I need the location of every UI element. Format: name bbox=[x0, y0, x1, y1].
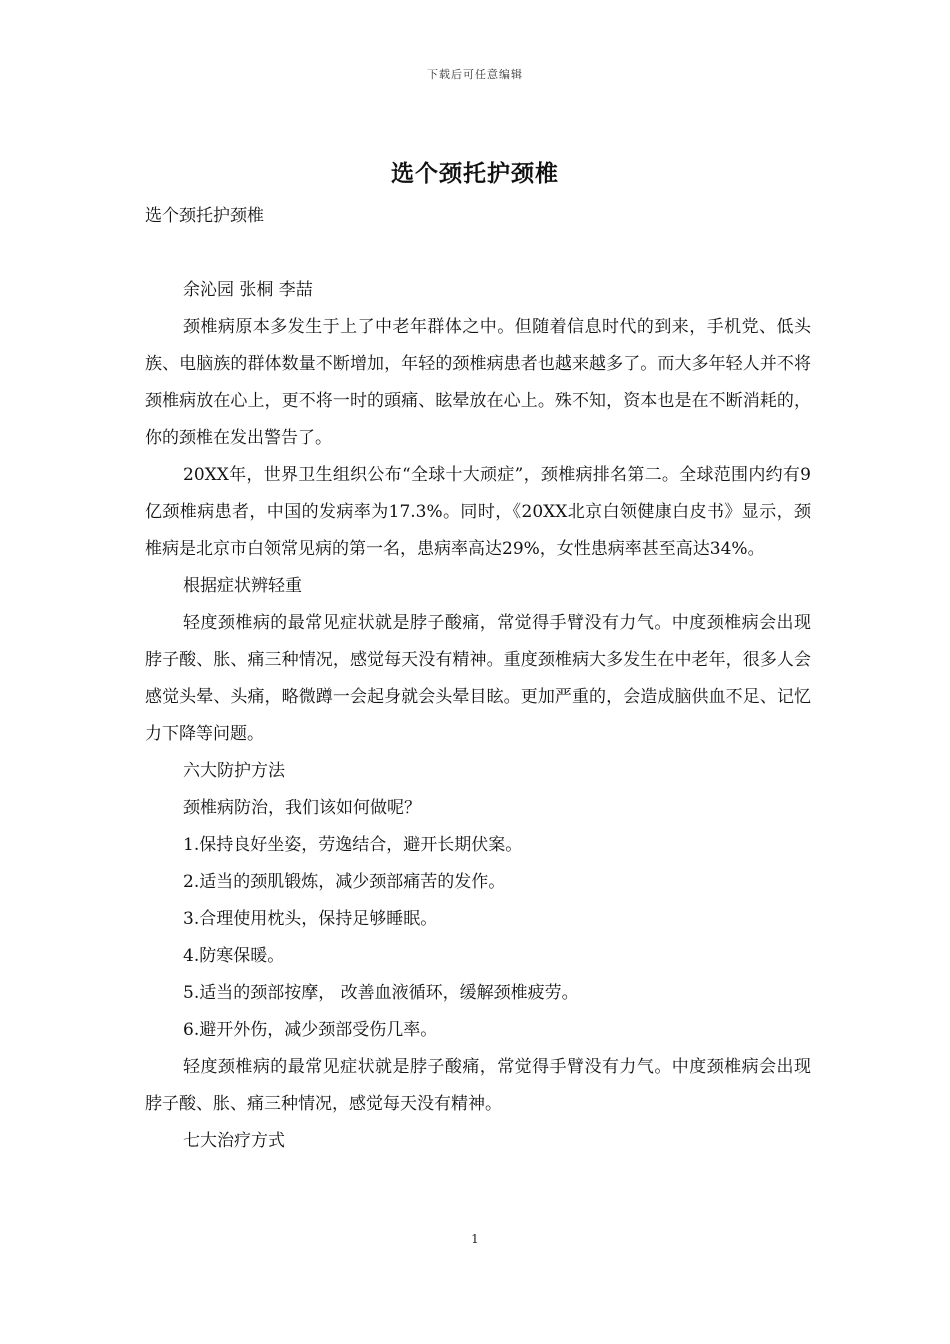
document-body bbox=[145, 198, 811, 1160]
document-subtitle: 选个颈托护颈椎 bbox=[145, 206, 264, 226]
paragraph-symptoms: 轻度颈椎病的最常见症状就是脖子酸痛，常觉得手臂没有力气。中度颈椎病会出现脖子酸、胀、痛三种情况，感觉每天没有精神。重度颈椎病大多发生在中老年，很多人会感觉头晕、头痛，略微蹲一会起身就会头晕目眩。更加严重的，会造成脑供血不足、记忆力下降等问题。 bbox=[145, 613, 811, 744]
method-item-6: 6.避开外伤，减少颈部受伤几率。 bbox=[183, 1020, 438, 1040]
paragraph-stats: 20XX年，世界卫生组织公布“全球十大顽症”，颈椎病排名第二。全球范围内约有9亿颈椎病患者，中国的发病率为17.3%。同时，《20XX北京白领健康白皮书》显示，颈椎病是北京市白领常见病的第一名，患病率高达29%，女性患病率甚至高达34%。 bbox=[145, 465, 811, 559]
paragraph-question: 颈椎病防治，我们该如何做呢？ bbox=[183, 798, 421, 818]
section-heading-treatment: 七大治疗方式 bbox=[183, 1131, 285, 1151]
method-item-1: 1.保持良好坐姿，劳逸结合，避开长期伏案。 bbox=[183, 835, 523, 855]
blank-line bbox=[145, 235, 811, 272]
authors-line: 余沁园 张桐 李喆 bbox=[183, 280, 313, 300]
method-item-2: 2.适当的颈肌锻炼，减少颈部痛苦的发作。 bbox=[183, 872, 506, 892]
paragraph-intro: 颈椎病原本多发生于上了中老年群体之中。但随着信息时代的到来，手机党、低头族、电脑族的群体数量不断增加，年轻的颈椎病患者也越来越多了。而大多年轻人并不将颈椎病放在心上，更不将一时的頭痛、眩晕放在心上。殊不知，资本也是在不断消耗的，你的颈椎在发出警告了。 bbox=[145, 317, 811, 448]
method-item-5: 5.适当的颈部按摩， 改善血液循环，缓解颈椎疲劳。 bbox=[183, 983, 579, 1003]
paragraph-symptoms-repeat: 轻度颈椎病的最常见症状就是脖子酸痛，常觉得手臂没有力气。中度颈椎病会出现脖子酸、胀、痛三种情况，感觉每天没有精神。 bbox=[145, 1057, 811, 1114]
document-title: 选个颈托护颈椎 bbox=[391, 160, 559, 187]
page-header-note: 下载后可任意编辑 bbox=[427, 68, 523, 81]
section-heading-protection: 六大防护方法 bbox=[183, 761, 285, 781]
method-item-4: 4.防寒保暖。 bbox=[183, 946, 285, 966]
section-heading-symptoms: 根据症状辨轻重 bbox=[183, 576, 302, 596]
page-number: 1 bbox=[471, 1232, 479, 1246]
method-item-3: 3.合理使用枕头，保持足够睡眠。 bbox=[183, 909, 438, 929]
